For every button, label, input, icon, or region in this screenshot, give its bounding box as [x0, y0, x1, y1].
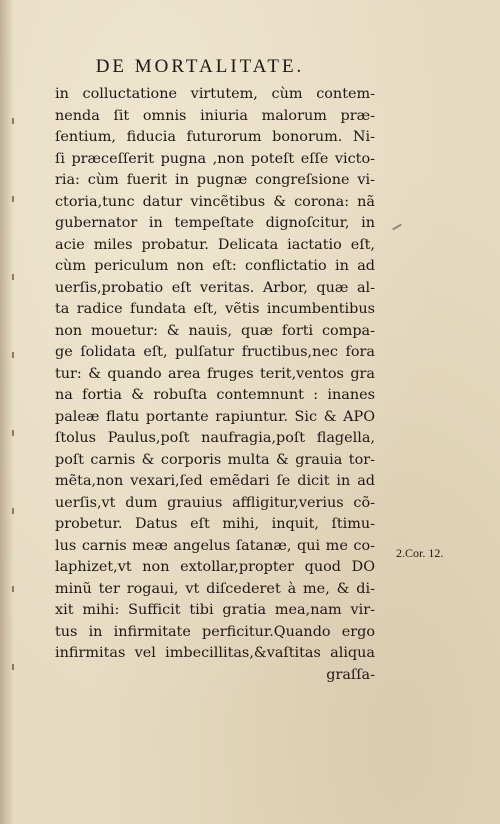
margin-tick — [12, 274, 14, 280]
running-head: DE MORTALITATE. — [95, 56, 305, 77]
margin-tick — [12, 430, 14, 436]
text-line: paleæ flatu portante rapiuntur. Sic & APO — [55, 408, 375, 425]
text-line: non mouetur: & nauis, quæ forti compa- — [55, 322, 375, 339]
text-line: poſt carnis & corporis multa & grauia tor- — [55, 451, 375, 468]
text-line: ria: cùm fuerit in pugnæ congreſsione vi- — [55, 172, 375, 188]
text-line: na fortia & robuſta contemnunt : inanes — [55, 387, 375, 403]
text-line: ſi præceſſerit pugna ,non poteſt eſſe victo- — [55, 150, 375, 167]
pencil-mark — [392, 224, 402, 231]
margin-tick — [12, 664, 14, 670]
text-line: gubernator in tempeſtate dignoſcitur, in — [55, 215, 375, 231]
text-line: acie miles probatur. Delicata iactatio eſt, — [55, 236, 375, 253]
text-line: tur: & quando area fruges terit,ventos gra — [55, 365, 375, 382]
catchword: graſſa- — [326, 666, 375, 683]
margin-tick — [12, 196, 14, 202]
text-line: in colluctatione virtutem, cùm contem- — [55, 86, 375, 102]
margin-tick — [12, 586, 14, 592]
body-text — [55, 84, 375, 686]
text-line: ta radice fundata eſt, vẽtis incumbentibus — [55, 301, 375, 317]
text-line: tus in infirmitate perficitur.Quando ergo — [55, 623, 375, 640]
text-line: probetur. Datus eſt mihi, inquit, ſtimu- — [55, 516, 375, 532]
text-line: minũ ter rogaui, vt diſcederet à me, & di- — [55, 580, 375, 597]
margin-tick — [12, 118, 14, 124]
text-line: mẽta,non vexari,ſed emẽdari ſe dicit in ad — [55, 473, 375, 489]
text-line: laphizet,vt non extollar,propter quod DO — [55, 559, 375, 575]
text-line: uerſis,probatio eſt veritas. Arbor, quæ al- — [55, 279, 375, 296]
text-line: ſtolus Paulus,poſt naufragia,poſt flagella, — [55, 430, 375, 446]
text-line: lus carnis meæ angelus ſatanæ, qui me co- — [55, 537, 375, 554]
text-line: uerſis,vt dum grauius affligitur,verius cõ- — [55, 494, 375, 511]
text-line: infirmitas vel imbecillitas,&vaſtitas aliqua — [55, 645, 375, 661]
text-line: ſentium, fiducia futurorum bonorum. Ni- — [55, 129, 375, 145]
text-line: ge ſolidata eſt, pulſatur fructibus,nec fora — [55, 344, 375, 360]
margin-note: 2.Cor. 12. — [396, 546, 444, 560]
text-line: cùm periculum non eſt: conflictatio in ad — [55, 258, 375, 274]
margin-tick — [12, 508, 14, 514]
text-line: xit mihi: Sufficit tibi gratia mea,nam vir- — [55, 602, 375, 618]
margin-tick — [12, 352, 14, 358]
text-line: nenda ſit omnis iniuria malorum præ- — [55, 107, 375, 124]
text-line: ctoria,tunc datur vincẽtibus & corona: nã — [55, 193, 375, 210]
